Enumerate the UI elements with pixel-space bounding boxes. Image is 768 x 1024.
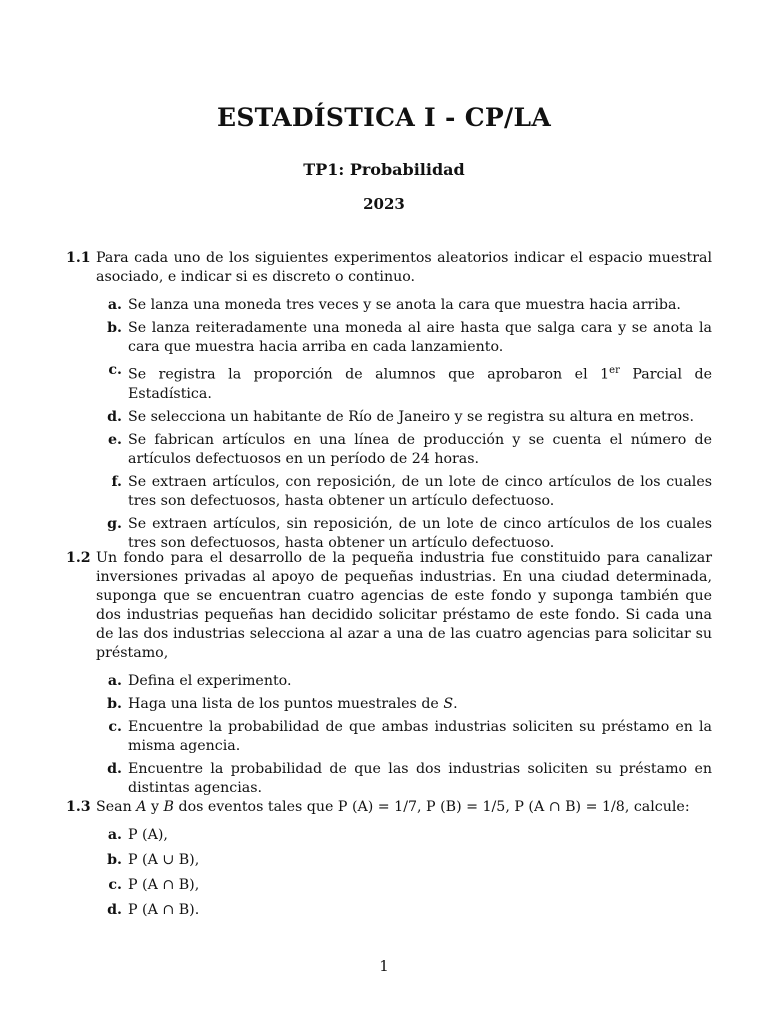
item-label: d. xyxy=(107,408,122,425)
item-expression: P (A ∩ B), xyxy=(128,877,200,893)
problem-number: 1.3 xyxy=(66,799,91,815)
item-expression: P (A ∪ B), xyxy=(128,852,200,868)
prob-b: P (B) = 1/5, xyxy=(426,799,510,815)
problem-statement: Un fondo para el desarrollo de la pequeña industria fue constituido para canalizar inversiones privadas al apoyo de pequeñas industrias. En una ciudad determinada, suponga que se encuentran cuatro agencias de este fondo y suponga también que dos industrias pequeñas han decidido solicitar préstamo de este fondo. Si cada una de las dos industrias selecciona al azar a una de las cuatro agencias para solicitar su préstamo, xyxy=(96,550,712,661)
item-text-end: . xyxy=(453,696,458,712)
item-label: c. xyxy=(108,877,122,893)
problem-1-2 xyxy=(66,549,712,802)
event-a: A xyxy=(136,799,147,815)
problem-items xyxy=(66,296,712,553)
list-item xyxy=(66,408,712,427)
statement-intro: Sean xyxy=(96,799,132,815)
item-text: Se extraen artículos, sin reposición, de un lote de cinco artículos de los cuales tres son defectuosos, hasta obtener un artículo defectuoso. xyxy=(128,515,712,551)
item-expression: P (A ∩ B). xyxy=(128,902,200,918)
item-label: b. xyxy=(107,852,122,868)
problem-number: 1.1 xyxy=(66,250,91,266)
list-item xyxy=(66,319,712,357)
item-label: d. xyxy=(107,761,122,777)
event-b: B xyxy=(163,799,174,815)
item-label: c. xyxy=(108,719,122,735)
list-item xyxy=(66,851,712,870)
prob-a: P (A) = 1/7, xyxy=(337,799,422,815)
problem-1-3 xyxy=(66,798,712,926)
list-item xyxy=(66,296,712,315)
item-text: Encuentre la probabilidad de que ambas industrias soliciten su préstamo en la misma agencia. xyxy=(128,719,712,754)
item-text: Se selecciona un habitante de Río de Janeiro y se registra su altura en metros. xyxy=(128,408,694,425)
list-item xyxy=(66,695,712,714)
problem-1-1 xyxy=(66,249,712,557)
item-text: Se extraen artículos, con reposición, de un lote de cinco artículos de los cuales tres son defectuosos, hasta obtener un artículo defectuoso. xyxy=(128,473,712,509)
page-number: 1 xyxy=(379,957,389,975)
document-subtitle: TP1: Probabilidad xyxy=(303,160,465,179)
item-label: a. xyxy=(107,673,122,689)
list-item xyxy=(66,431,712,469)
list-item xyxy=(66,672,712,691)
statement-conjunction: y xyxy=(151,799,160,815)
item-label: f. xyxy=(111,473,122,490)
list-item xyxy=(66,718,712,756)
statement-middle: dos eventos tales que xyxy=(178,799,334,815)
problem-statement: Para cada uno de los siguientes experimentos aleatorios indicar el espacio muestral asociado, e indicar si es discreto o continuo. xyxy=(96,250,712,285)
list-item xyxy=(66,361,712,404)
item-label: e. xyxy=(108,431,122,448)
item-math-variable: S xyxy=(443,696,454,712)
item-text: Se fabrican artículos en una línea de producción y se cuenta el número de artículos defectuosos en un período de 24 horas. xyxy=(128,431,712,467)
item-label: c. xyxy=(108,362,122,378)
item-label: b. xyxy=(107,696,122,712)
list-item xyxy=(66,760,712,798)
problem-items xyxy=(66,672,712,798)
item-superscript: er xyxy=(609,365,620,376)
document-year: 2023 xyxy=(363,195,405,213)
prob-a-and-b: P (A ∩ B) = 1/8, xyxy=(514,799,630,815)
problem-statement xyxy=(96,798,712,817)
list-item xyxy=(66,515,712,553)
item-expression: P (A), xyxy=(128,827,168,843)
problem-number: 1.2 xyxy=(66,550,91,566)
item-text: Defina el experimento. xyxy=(128,673,292,689)
item-text: Haga una lista de los puntos muestrales de xyxy=(128,696,444,712)
item-text-end: Parcial de Estadística. xyxy=(128,366,712,402)
list-item xyxy=(66,901,712,920)
list-item xyxy=(66,826,712,845)
item-label: b. xyxy=(107,320,122,336)
list-item xyxy=(66,876,712,895)
item-text: Se lanza una moneda tres veces y se anota la cara que muestra hacia arriba. xyxy=(128,297,681,313)
item-text: Encuentre la probabilidad de que las dos industrias soliciten su préstamo en distintas agencias. xyxy=(128,761,712,796)
item-label: d. xyxy=(107,902,122,918)
item-text: Se registra la proporción de alumnos que aprobaron el 1 xyxy=(128,366,610,383)
document-title: ESTADÍSTICA I - CP/LA xyxy=(216,103,552,132)
statement-end: calcule: xyxy=(633,799,690,815)
problem-items xyxy=(66,826,712,920)
item-label: a. xyxy=(107,297,122,313)
item-label: a. xyxy=(107,827,122,843)
item-text: Se lanza reiteradamente una moneda al aire hasta que salga cara y se anota la cara que muestra hacia arriba en cada lanzamiento. xyxy=(128,320,712,355)
item-label: g. xyxy=(107,515,122,532)
list-item xyxy=(66,473,712,511)
